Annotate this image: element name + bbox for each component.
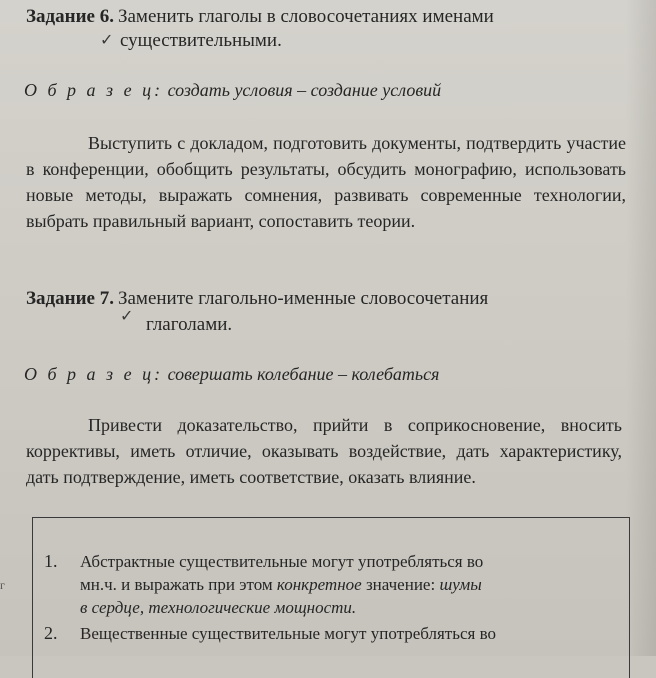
task6-line: подтвердить участие в конференции, обобщить результаты,: [26, 133, 627, 179]
note-line: Абстрактные существительные могут употребляться во: [80, 552, 484, 571]
task7-title-line2: глаголами.: [146, 314, 233, 335]
task6-title: [26, 6, 494, 28]
task7-line: вносить коррективы, иметь отличие, оказывать воздействие,: [26, 415, 622, 461]
task7-sample: [24, 364, 439, 385]
task6-sample: [24, 80, 441, 101]
handwritten-check-icon: ✓: [120, 306, 134, 325]
task6-label: Задание 6.: [26, 6, 114, 27]
task7-sample-text: совершать колебание – колебаться: [167, 364, 440, 384]
note-item-2: [44, 622, 616, 645]
task6-exercise: [26, 130, 626, 234]
task7-title: [26, 288, 488, 310]
note-line: Вещественные существительные могут употребляться во: [80, 624, 497, 643]
note-italic: шумы: [439, 575, 482, 594]
task6-line: Выступить с докладом, подготовить документы,: [88, 133, 461, 153]
task6-line: выбрать правильный вариант, сопоставить теории.: [26, 211, 416, 231]
handwritten-check-icon: ✓: [100, 30, 114, 49]
note-number: 1.: [44, 551, 58, 571]
page-shadow: [626, 0, 656, 656]
task6-title-line2: существительными.: [120, 30, 282, 51]
task6-line: обсудить монографию, использовать новые методы,: [26, 159, 627, 205]
page-edge-mark: г: [0, 578, 5, 592]
task7-line: дать характеристику, дать подтверждение, иметь: [26, 441, 623, 487]
task6-sample-text: создать условия – создание условий: [167, 80, 442, 100]
task6-sample-label: О б р а з е ц:: [24, 80, 164, 100]
note-italic: конкретное: [276, 575, 362, 594]
note-text: мн.ч. и выражать при этом: [80, 575, 277, 594]
note-text: значение:: [361, 575, 440, 594]
note-item-1: [44, 550, 616, 619]
task6-title-line1: Заменить глаголы в словосочетаниях именами: [117, 6, 494, 27]
task6-line: выражать сомнения, развивать современные технологии,: [158, 185, 627, 205]
task7-exercise: [26, 412, 622, 490]
task7-label: Задание 7.: [26, 288, 114, 309]
task7-sample-label: О б р а з е ц:: [24, 364, 164, 384]
note-number: 2.: [44, 623, 58, 643]
note-line: [80, 573, 616, 596]
task7-line: Привести доказательство, прийти в соприкосновение,: [88, 415, 546, 435]
task7-title-line1: Замените глагольно-именные словосочетания: [117, 288, 489, 309]
note-line: в сердце, технологические мощности.: [80, 598, 357, 617]
task7-line: соответствие, оказать влияние.: [239, 467, 476, 487]
